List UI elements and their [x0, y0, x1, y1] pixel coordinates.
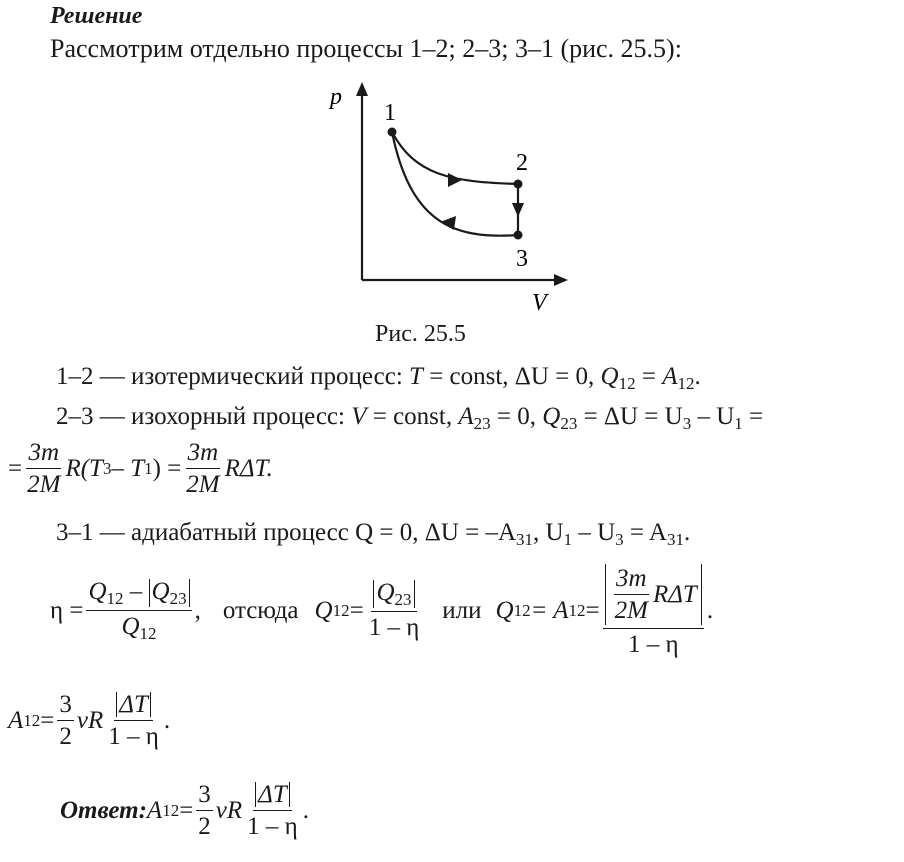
a12-big-fraction: $\frac{3m}{2M}$ RΔT 1 – η	[603, 564, 704, 657]
a12-formula: A 12 = $\frac{3}{2}$ νR $\frac{\Delta T}{1 - \eta}$ .	[8, 690, 171, 750]
point-2-dot	[514, 180, 523, 189]
intro-text: Рассмотрим отдельно процессы 1–2; 2–3; 3–1 (рис. 25.5):	[50, 34, 682, 63]
p-axis-label: p	[330, 84, 342, 110]
p-axis-arrow	[356, 82, 368, 96]
point-1-dot	[388, 128, 397, 137]
point-2-label: 2	[516, 150, 528, 176]
q12-fraction: $\frac{Q_{23}}{1 - \eta}$	[368, 579, 420, 641]
answer-three-halves: $\frac{3}{2}$	[198, 780, 211, 840]
delta-t-fraction: $\frac{\Delta T}{1 - \eta}$	[108, 690, 159, 750]
fraction-3m-2m: $\frac{3m}{2M}$	[27, 439, 61, 498]
three-halves-fraction: $\frac{3}{2}$	[59, 690, 72, 750]
figure-caption: Рис. 25.5	[375, 321, 466, 347]
answer-delta-t-fraction: $\frac{\Delta T}{1 - \eta}$	[247, 780, 298, 840]
arrow-1-2	[448, 173, 462, 187]
isothermal-line: 1–2 — изотермический процесс: T = const, ΔU = 0, $Q_{12} = A_{12}$.	[56, 363, 701, 393]
v-axis-arrow	[554, 274, 568, 286]
heat-23-formula: = $\frac{3m}{2M}$ R(T 3 – T 1 ) = $\frac{3m}{2M}$ RΔT.	[8, 439, 273, 498]
isotherm-curve-1-2	[392, 132, 518, 184]
arrow-3-1	[440, 216, 456, 230]
pv-diagram	[320, 80, 580, 325]
isochoric-line: 2–3 — изохорный процесс: V = const, $A_{23} = 0$, $Q_{23} = \Delta U = U_3 - U_1$ =	[56, 403, 764, 433]
solution-heading: Решение	[50, 3, 143, 29]
point-3-label: 3	[516, 246, 528, 272]
adiabatic-line: 3–1 — адиабатный процесс Q = 0, $\Delta U = -A_{31}$, $U_1 - U_3 = A_{31}$.	[56, 519, 691, 549]
answer-formula: Ответ: A 12 = $\frac{3}{2}$ νR $\frac{\Delta T}{1 - \eta}$ .	[60, 780, 309, 840]
arrow-2-3	[512, 203, 524, 217]
efficiency-fraction: $\frac{Q_{12} - Q_{23}}{Q_{12}}$	[86, 579, 191, 642]
point-3-dot	[514, 231, 523, 240]
v-axis-label: V	[532, 290, 547, 316]
fraction-3m-2m-second: $\frac{3m}{2M}$	[186, 439, 220, 498]
point-1-label: 1	[384, 100, 396, 126]
answer-label: Ответ:	[60, 796, 147, 824]
efficiency-formula: η = $\frac{Q_{12} - Q_{23}}{Q_{12}}$ , отсюда Q 12 = $\frac{Q_{23}}{1 - \eta}$ или Q 12 = A 12 = $\frac{3m}{2M}$ RΔT 1 – η .	[50, 564, 714, 658]
